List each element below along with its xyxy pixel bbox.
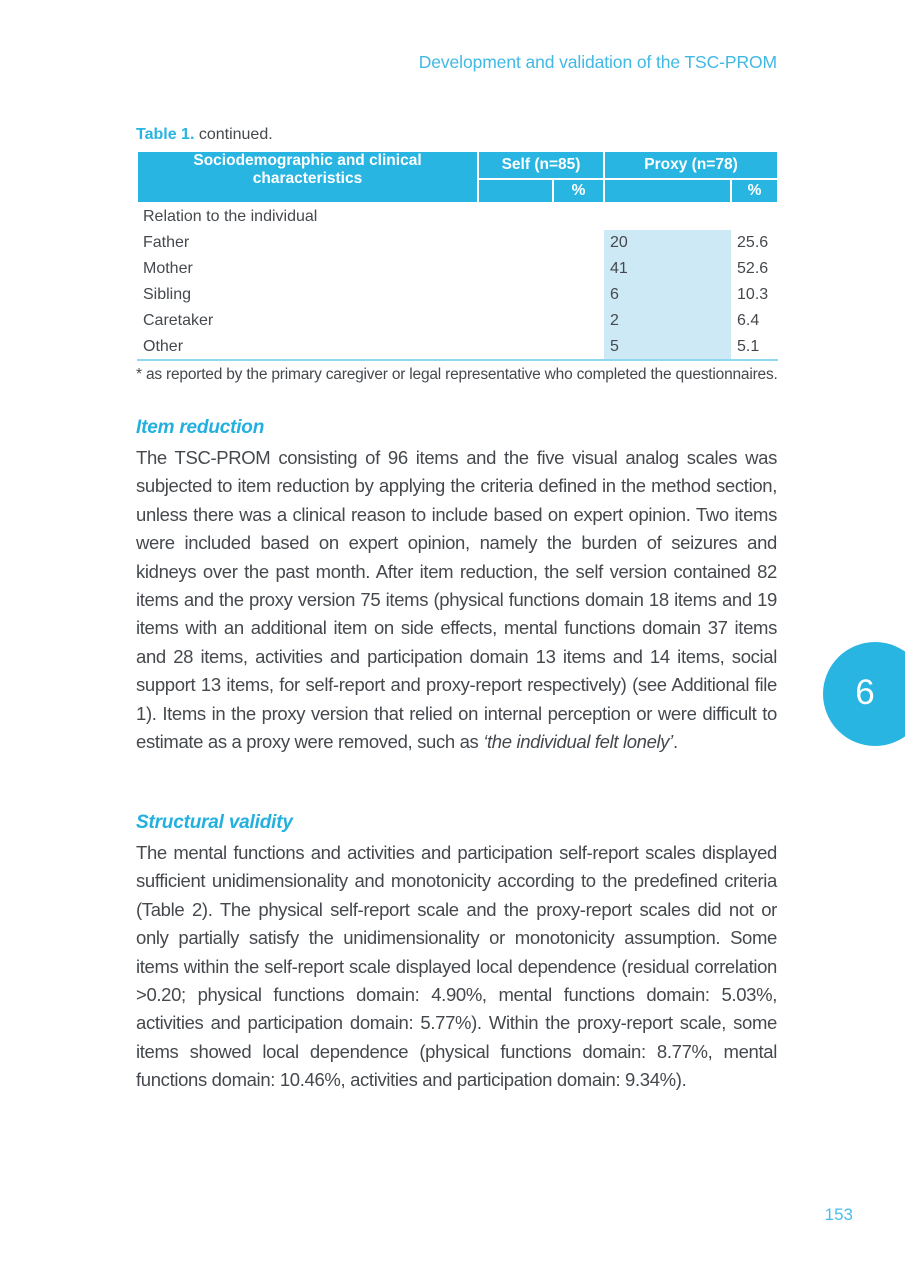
chapter-number: 6	[855, 673, 875, 713]
section-heading-structural-validity: Structural validity	[136, 812, 293, 833]
self-pct-cell	[553, 256, 604, 282]
proxy-pct-cell: 5.1	[731, 334, 778, 360]
column-header-proxy: Proxy (n=78)	[604, 151, 778, 179]
column-header-proxy-n	[604, 179, 731, 203]
column-header-proxy-pct: %	[731, 179, 778, 203]
proxy-n-cell: 5	[604, 334, 731, 360]
proxy-pct-cell: 52.6	[737, 260, 769, 277]
table-1-continued	[136, 150, 779, 361]
self-pct-cell	[553, 230, 604, 256]
self-pct-cell	[553, 282, 604, 308]
self-pct-cell	[553, 308, 604, 334]
table-group-row	[137, 203, 778, 230]
column-header-self-pct: %	[553, 179, 604, 203]
paragraph-text: The TSC-PROM consisting of 96 items and the five visual analog scales was subjected to item reduction by applying the criteria defined in the method section, unless there was a clinical reason to include based on expert opinion. Two items were included based on expert opinion, namely the burden of seizures and kidneys over the past month. After item reduction, the self version contained 82 items and the proxy version 75 items (physical functions domain 18 items and 19 items with an additional item on side effects, mental functions domain 37 items and 28 items, activities and participation domain 13 items and 14 items, social support 13 items, for self-report and proxy-report respectively) (see Additional file 1). Items in the proxy version that relied on internal perception or were difficult to estimate as a proxy were removed, such as	[136, 447, 777, 753]
table-row	[137, 282, 778, 308]
table-row	[137, 256, 778, 282]
proxy-n-cell: 2	[604, 308, 731, 334]
paragraph-structural-validity: The mental functions and activities and participation self-report scales displayed sufficient unidimensionality and monotonicity according to the predefined criteria (Table 2). The physical self-report scale and the proxy-report scales did not or only partially satisfy the unidimensionality or monotonicity assumption. Some items within the self-report scale displayed local dependence (residual correlation >0.20; physical functions domain: 4.90%, mental functions domain: 5.03%, activities and participation domain: 5.77%). Within the proxy-report scale, some items showed local dependence (physical functions domain: 8.77%, mental functions domain: 10.46%, activities and participation domain: 9.34%).	[136, 842, 777, 1091]
proxy-n-cell: 41	[604, 256, 731, 282]
row-label: Sibling	[143, 286, 192, 303]
paragraph-text-tail: .	[672, 731, 678, 753]
self-n-cell	[478, 256, 553, 282]
table-row	[137, 308, 778, 334]
row-label: Caretaker	[143, 312, 214, 329]
table-caption-label: Table 1.	[136, 126, 195, 143]
proxy-n-cell: 6	[604, 282, 731, 308]
table-row	[137, 334, 778, 360]
column-header-characteristics: Sociodemographic and clinical characteristics	[137, 151, 478, 203]
page-number: 153	[824, 1205, 853, 1224]
proxy-pct-cell: 10.3	[737, 286, 769, 303]
chapter-tab	[823, 642, 905, 746]
quoted-item-phrase: ‘the individual felt lonely’	[483, 731, 673, 753]
row-label: Other	[137, 334, 478, 360]
row-label: Mother	[143, 260, 193, 277]
running-head: Development and validation of the TSC-PROM	[418, 52, 777, 72]
table-caption-text: continued.	[194, 126, 273, 143]
proxy-n-cell: 20	[604, 230, 731, 256]
paragraph-item-reduction	[136, 444, 777, 756]
table-row	[137, 230, 778, 256]
self-n-cell	[478, 308, 553, 334]
proxy-pct-cell: 25.6	[737, 234, 769, 251]
table-header	[137, 151, 778, 203]
column-header-self-n	[478, 179, 553, 203]
table-header-row-main	[137, 151, 778, 179]
self-pct-cell	[553, 334, 604, 360]
column-header-self: Self (n=85)	[478, 151, 604, 179]
table-body	[137, 203, 778, 360]
self-n-cell	[478, 334, 553, 360]
section-heading-item-reduction: Item reduction	[136, 417, 265, 438]
table-caption	[136, 126, 273, 144]
row-label: Father	[143, 234, 190, 251]
self-n-cell	[478, 282, 553, 308]
proxy-pct-cell: 6.4	[737, 312, 760, 329]
group-row-label: Relation to the individual	[143, 208, 318, 225]
table-footnote: * as reported by the primary caregiver or legal representative who completed the questionnaires.	[136, 366, 778, 383]
self-n-cell	[478, 230, 553, 256]
